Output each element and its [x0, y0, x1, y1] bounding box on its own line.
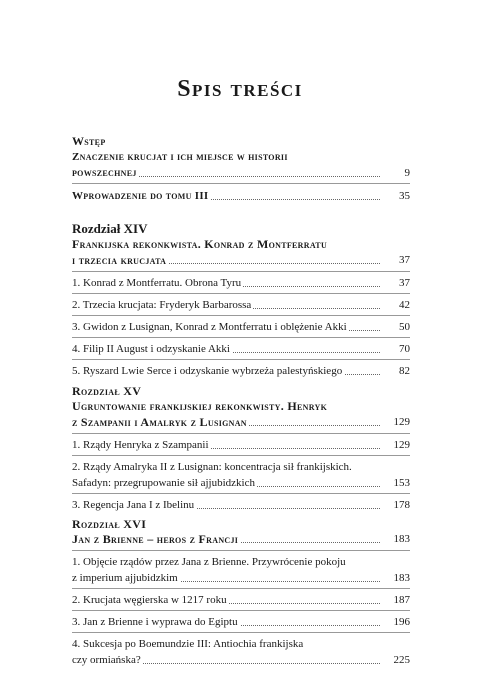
toc-entry: czy ormiańska? 225	[72, 654, 410, 666]
toc-entry: 2. Trzecia krucjata: Fryderyk Barbarossa 42	[72, 299, 410, 311]
chapter-title-16: Jan z Brienne – heros z Francji 183	[72, 532, 410, 546]
toc-entry-wstep-line1: Znaczenie krucjat i ich miejsce w historii	[72, 151, 288, 163]
toc-entry: 4. Filip II August i odzyskanie Akki 70	[72, 343, 410, 355]
page-number: 129	[390, 414, 411, 430]
toc-entry-wstep-line2: powszechnej 9	[72, 167, 410, 179]
divider	[72, 610, 410, 611]
toc-entry: 2. Krucjata węgierska w 1217 roku 187	[72, 594, 410, 606]
chapter-heading-14: Rozdział XIV	[72, 221, 148, 236]
toc-entry: 1. Konrad z Montferratu. Obrona Tyru 37	[72, 277, 410, 289]
toc-entry: z imperium ajjubidzkim 183	[72, 572, 410, 584]
page-number: 9	[401, 165, 411, 181]
toc-entry-line1: 1. Objęcie rządów przez Jana z Brienne. Przywrócenie pokoju	[72, 556, 346, 568]
divider	[72, 271, 410, 272]
page-title: Spis treści	[177, 76, 303, 102]
page-number: 35	[395, 188, 410, 204]
chapter-heading-16: Rozdział XVI	[72, 517, 147, 531]
toc-entry: 3. Gwidon z Lusignan, Konrad z Montferratu i oblężenie Akki 50	[72, 321, 410, 333]
page-number: 129	[390, 437, 411, 453]
toc-entry: 1. Rządy Henryka z Szampanii 129	[72, 439, 410, 451]
page-number: 37	[395, 275, 410, 291]
divider	[72, 359, 410, 360]
page-number: 50	[395, 319, 410, 335]
page-number: 82	[395, 363, 410, 379]
divider	[72, 493, 410, 494]
toc-entry-line1: 4. Sukcesja po Boemundzie III: Antiochia frankijska	[72, 638, 304, 650]
divider	[72, 337, 410, 338]
page-number: 183	[390, 531, 411, 547]
page-number: 225	[390, 652, 411, 668]
divider	[72, 183, 410, 184]
chapter-title-14-line1: Frankijska rekonkwista. Konrad z Montferratu	[72, 237, 328, 251]
page-number: 42	[395, 297, 410, 313]
divider	[72, 315, 410, 316]
page-number: 196	[390, 614, 411, 630]
toc-entry: 3. Regencja Jana I z Ibelinu 178	[72, 499, 410, 511]
toc-entry: Safadyn: przegrupowanie sił ajjubidzkich 153	[72, 477, 410, 489]
chapter-title-14-line2: i trzecia krucjata 37	[72, 253, 410, 267]
divider	[72, 588, 410, 589]
divider	[72, 632, 410, 633]
toc-entry: 3. Jan z Brienne i wyprawa do Egiptu 196	[72, 616, 410, 628]
page-number: 37	[395, 252, 410, 268]
page-number: 153	[390, 475, 411, 491]
page-number: 70	[395, 341, 410, 357]
toc-entry: 5. Ryszard Lwie Serce i odzyskanie wybrzeża palestyńskiego 82	[72, 365, 410, 377]
section-heading-wstep: Wstęp	[72, 134, 106, 148]
divider	[72, 455, 410, 456]
divider	[72, 550, 410, 551]
chapter-title-15-line2: z Szampanii i Amalryk z Lusignan 129	[72, 415, 410, 429]
toc-entry-line1: 2. Rządy Amalryka II z Lusignan: koncentracja sił frankijskich.	[72, 461, 352, 473]
chapter-title-15-line1: Ugruntowanie frankijskiej rekonkwisty. Henryk	[72, 399, 328, 413]
toc-entry-wprowadzenie: Wprowadzenie do tomu III 35	[72, 190, 410, 202]
divider	[72, 433, 410, 434]
page-number: 178	[390, 497, 411, 513]
page-number: 187	[390, 592, 411, 608]
page-number: 183	[390, 570, 411, 586]
chapter-heading-15: Rozdział XV	[72, 384, 142, 398]
divider	[72, 293, 410, 294]
